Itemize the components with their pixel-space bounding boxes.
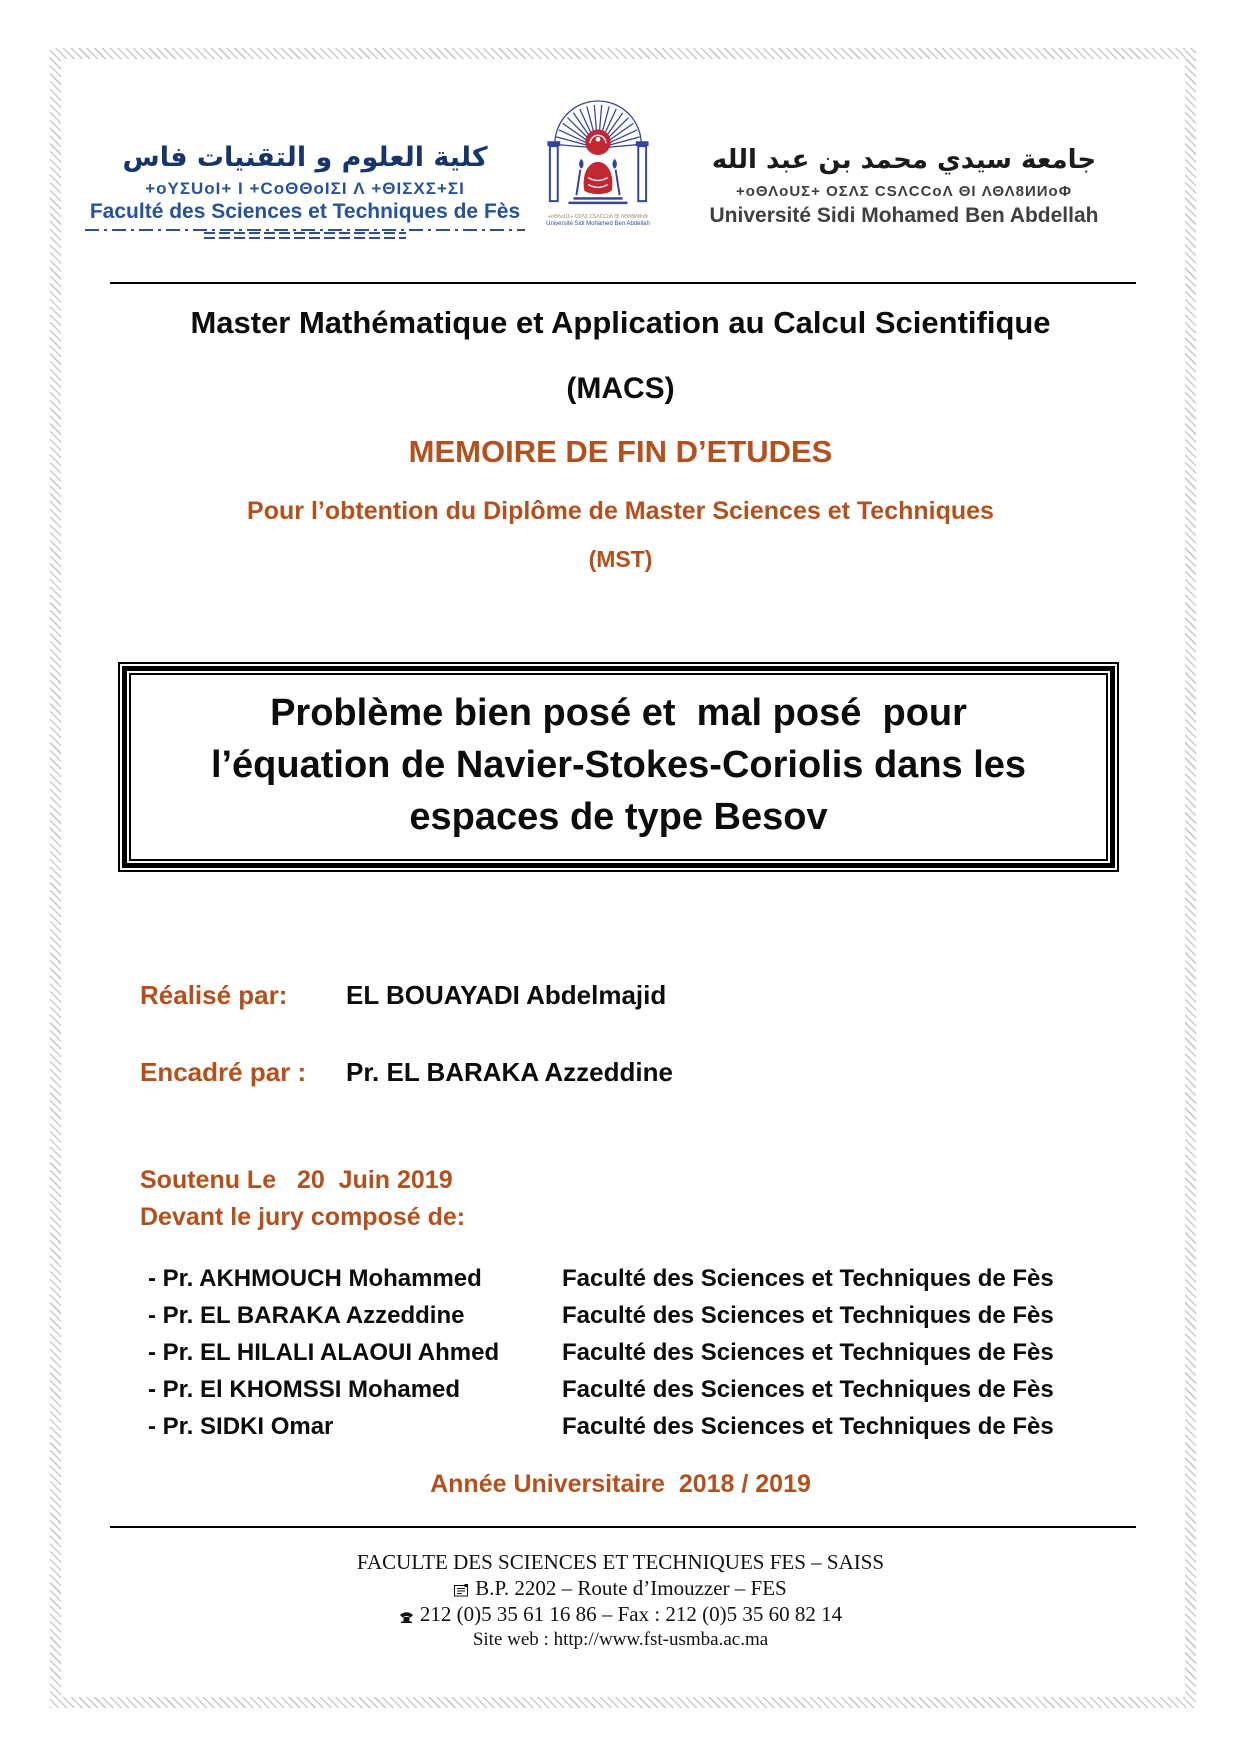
footer-website-line: Site web : http://www.fst-usmba.ac.ma	[472, 1629, 769, 1650]
jury-member-name: - Pr. EL BARAKA Azzeddine	[148, 1301, 465, 1329]
supervisor-name: Pr. EL BARAKA Azzeddine	[346, 1057, 673, 1087]
jury-member-name: - Pr. El KHOMSSI Mohamed	[148, 1375, 461, 1403]
jury-member-affiliation: Faculté des Sciences et Techniques de Fès	[562, 1301, 1054, 1329]
program-acronym: (MACS)	[566, 372, 675, 405]
jury-member-name: - Pr. SIDKI Omar	[148, 1412, 334, 1440]
jury-member-affiliation: Faculté des Sciences et Techniques de Fès	[562, 1375, 1054, 1403]
diploma-subtitle: Pour l’obtention du Diplôme de Master Sciences et Techniques	[247, 497, 994, 525]
university-name-arabic: جامعة سيدي محمد بن عبد الله	[711, 145, 1097, 175]
dash-dot-separator	[85, 229, 525, 231]
jury-list	[148, 1260, 1108, 1445]
footer-block	[0, 1549, 1241, 1653]
defense-date-line: Soutenu Le 20 Juin 2019	[140, 1166, 453, 1194]
thesis-title-box-middle-border	[122, 666, 1115, 868]
footer-faculty-name: FACULTE DES SCIENCES ET TECHNIQUES FES – SAISS	[356, 1550, 885, 1574]
academic-year-line: Année Universitaire 2018 / 2019	[430, 1470, 811, 1498]
jury-member-affiliation: Faculté des Sciences et Techniques de Fès	[562, 1264, 1054, 1292]
jury-row	[148, 1371, 1108, 1408]
realise-par-row	[140, 980, 666, 1011]
author-name: EL BOUAYADI Abdelmajid	[346, 980, 667, 1010]
memoire-heading: MEMOIRE DE FIN D’ETUDES	[408, 434, 833, 469]
faculty-name-arabic: كلية العلوم و التقنيات فاس	[122, 142, 488, 173]
mail-icon	[454, 1584, 469, 1597]
footer-address-text: B.P. 2202 – Route d’Imouzzer – FES	[475, 1576, 787, 1600]
decorative-border-right	[1185, 48, 1196, 1708]
footer-address-line	[0, 1575, 1241, 1601]
thesis-title-box	[118, 662, 1119, 872]
decorative-border-bottom	[50, 1697, 1196, 1708]
university-logo	[541, 99, 655, 228]
jury-member-name: - Pr. EL HILALI ALAOUI Ahmed	[148, 1338, 500, 1366]
footer-divider-line	[110, 1526, 1136, 1528]
phone-icon	[399, 1609, 414, 1623]
footer-phone-line	[0, 1601, 1241, 1627]
jury-member-affiliation: Faculté des Sciences et Techniques de Fès	[562, 1338, 1054, 1366]
jury-member-name: - Pr. AKHMOUCH Mohammed	[148, 1264, 482, 1292]
logo-caption-latin: Université Sidi Mohamed Ben Abdellah	[546, 221, 650, 227]
jury-row	[148, 1334, 1108, 1371]
jury-row	[148, 1297, 1108, 1334]
jury-row	[148, 1408, 1108, 1445]
jury-intro-line: Devant le jury composé de:	[140, 1203, 466, 1231]
encadre-par-row	[140, 1057, 673, 1088]
encadre-par-label: Encadré par :	[140, 1057, 307, 1087]
university-name-french: Université Sidi Mohamed Ben Abdellah	[709, 204, 1099, 227]
faculty-header-block	[85, 140, 525, 239]
program-title: Master Mathématique et Application au Calcul Scientifique	[190, 305, 1051, 340]
university-logo-icon	[543, 99, 653, 209]
faculty-name-tifinagh: +oYΣUoI+ I +CoΘΘoIΣI Λ +ΘIΣXΣ+ΣI	[145, 179, 465, 198]
double-dash-separator	[204, 232, 406, 239]
thesis-title-line-1: Problème bien posé et mal posé pour	[270, 692, 967, 734]
decorative-border-top	[50, 48, 1196, 59]
jury-row	[148, 1260, 1108, 1297]
thesis-title-line-3: espaces de type Besov	[409, 796, 828, 838]
jury-member-affiliation: Faculté des Sciences et Techniques de Fès	[562, 1412, 1054, 1440]
diploma-acronym: (MST)	[588, 546, 653, 572]
realise-par-label: Réalisé par:	[140, 980, 288, 1010]
faculty-name-french: Faculté des Sciences et Techniques de Fès	[89, 200, 521, 223]
logo-caption-tifinagh: +oΘΛoUΣ+ OΣΛΣ CSΛCCoΛ ΘI ΛΘΛ8ИИoΦ	[548, 214, 648, 220]
university-header-block	[688, 142, 1120, 228]
university-name-tifinagh: +oΘΛoUΣ+ OΣΛΣ CSΛCCoΛ ΘI ΛΘΛ8ИИoΦ	[735, 183, 1073, 200]
thesis-title-box-inner-border	[129, 673, 1108, 861]
header-divider-line	[110, 282, 1136, 284]
thesis-title-line-2: l’équation de Navier-Stokes-Coriolis dans les	[210, 744, 1027, 786]
decorative-border-left	[50, 48, 61, 1708]
footer-phone-text: 212 (0)5 35 61 16 86 – Fax : 212 (0)5 35 60 82 14	[419, 1602, 843, 1626]
